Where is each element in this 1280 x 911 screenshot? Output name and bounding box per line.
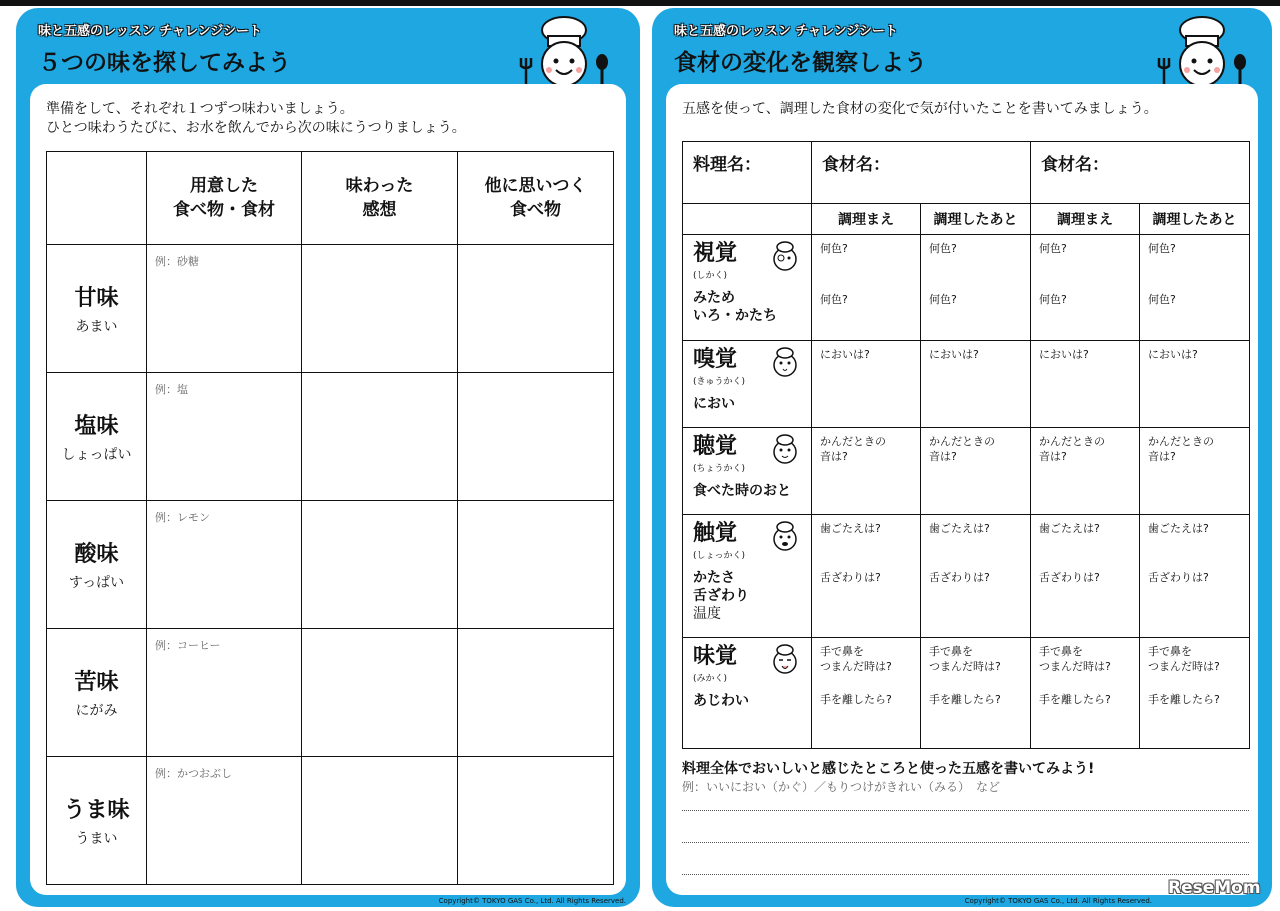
observation-cell[interactable]: 手で鼻を つまんだ時は? 手を離したら? (1140, 638, 1250, 749)
before-cooking-label: 調理まえ (812, 204, 921, 235)
chef-tongue-icon (769, 644, 801, 676)
impression-cell[interactable] (302, 373, 458, 501)
observation-cell[interactable]: 歯ごたえは? 舌ざわりは? (1140, 515, 1250, 638)
observation-cell[interactable]: かんだときの 音は? (1031, 428, 1140, 515)
observation-cell[interactable]: 手で鼻を つまんだ時は? 手を離したら? (812, 638, 921, 749)
header-blank (47, 152, 147, 245)
names-row (683, 142, 1250, 204)
copyright: Copyright© TOKYO GAS Co., Ltd. All Rights Reserved. (964, 897, 1152, 905)
chef-mascot-icon (516, 14, 612, 90)
subheader-row (683, 204, 1250, 235)
sense-sight: 視覚 (しかく) みため いろ・かたち (683, 235, 812, 341)
dish-name-cell[interactable]: 料理名： (683, 142, 812, 204)
observation-cell[interactable]: においは? (812, 341, 921, 428)
other-food-cell[interactable] (458, 629, 614, 757)
observation-cell[interactable]: 歯ごたえは? 舌ざわりは? (812, 515, 921, 638)
instruction-line: ひとつ味わうたびに、お水を飲んでから次の味にうつりましょう。 (46, 120, 466, 136)
observation-cell[interactable]: かんだときの 音は? (921, 428, 1031, 515)
header-other-foods: 他に思いつく 食べ物 (458, 152, 614, 245)
senses-table (682, 141, 1250, 749)
chef-ear-icon (769, 434, 801, 466)
header-prepared-food: 用意した 食べ物・食材 (147, 152, 302, 245)
chef-eye-icon (769, 241, 801, 273)
writing-line[interactable] (682, 842, 1249, 843)
instructions: 五感を使って、調理した食材の変化で気が付いたことを書いてみましょう。 (682, 101, 1158, 117)
page-title: ５つの味を探してみよう (38, 50, 291, 76)
observation-cell[interactable]: においは? (1031, 341, 1140, 428)
series-label: 味と五感のレッスン チャレンジシート (674, 24, 899, 39)
before-cooking-label: 調理まえ (1031, 204, 1140, 235)
ingredient-name-cell[interactable]: 食材名： (1031, 142, 1250, 204)
impression-cell[interactable] (302, 501, 458, 629)
observation-cell[interactable]: においは? (1140, 341, 1250, 428)
content-panel (666, 84, 1258, 895)
observation-cell[interactable]: 手で鼻を つまんだ時は? 手を離したら? (1031, 638, 1140, 749)
observation-cell[interactable]: 何色? 何色? (1031, 235, 1140, 341)
prepared-food-cell[interactable]: 例：砂糖 (147, 245, 302, 373)
table-row (683, 638, 1250, 749)
taste-label: 塩味 しょっぱい (47, 373, 147, 501)
summary-example: 例：いいにおい（かぐ）／もりつけがきれい（みる） など (682, 780, 1001, 794)
table-row (47, 501, 614, 629)
other-food-cell[interactable] (458, 757, 614, 885)
instructions (46, 100, 466, 138)
chef-nose-icon (769, 347, 801, 379)
sense-taste: 味覚 (みかく) あじわい (683, 638, 812, 749)
observation-cell[interactable]: 歯ごたえは? 舌ざわりは? (1031, 515, 1140, 638)
observation-cell[interactable]: 何色? 何色? (921, 235, 1031, 341)
after-cooking-label: 調理したあと (1140, 204, 1250, 235)
after-cooking-label: 調理したあと (921, 204, 1031, 235)
ingredient-name-cell[interactable]: 食材名： (812, 142, 1031, 204)
prepared-food-cell[interactable]: 例：かつおぶし (147, 757, 302, 885)
table-header-row (47, 152, 614, 245)
prepared-food-cell[interactable]: 例：塩 (147, 373, 302, 501)
tastes-table (46, 151, 614, 885)
worksheet-food-changes (652, 8, 1272, 907)
impression-cell[interactable] (302, 245, 458, 373)
writing-line[interactable] (682, 810, 1249, 811)
impression-cell[interactable] (302, 629, 458, 757)
table-row (47, 245, 614, 373)
table-row (683, 341, 1250, 428)
observation-cell[interactable]: においは? (921, 341, 1031, 428)
table-row (47, 629, 614, 757)
taste-label: 苦味 にがみ (47, 629, 147, 757)
content-panel (30, 84, 626, 895)
observation-cell[interactable]: 手で鼻を つまんだ時は? 手を離したら? (921, 638, 1031, 749)
series-label: 味と五感のレッスン チャレンジシート (38, 24, 263, 39)
observation-cell[interactable]: 何色? 何色? (1140, 235, 1250, 341)
other-food-cell[interactable] (458, 245, 614, 373)
table-row (683, 515, 1250, 638)
sense-hearing: 聴覚 (ちょうかく) 食べた時のおと (683, 428, 812, 515)
header-impressions: 味わった 感想 (302, 152, 458, 245)
table-row (683, 235, 1250, 341)
subheader-blank (683, 204, 812, 235)
chef-mouth-icon (769, 521, 801, 553)
taste-label: うま味 うまい (47, 757, 147, 885)
observation-cell[interactable]: かんだときの 音は? (812, 428, 921, 515)
taste-label: 甘味 あまい (47, 245, 147, 373)
table-row (47, 373, 614, 501)
page-title: 食材の変化を観察しよう (674, 50, 927, 76)
table-row (683, 428, 1250, 515)
other-food-cell[interactable] (458, 501, 614, 629)
chef-mascot-icon (1154, 14, 1250, 90)
observation-cell[interactable]: かんだときの 音は? (1140, 428, 1250, 515)
worksheet-five-tastes (16, 8, 640, 907)
resemom-watermark: ReseMom (1168, 878, 1261, 898)
taste-label: 酸味 すっぱい (47, 501, 147, 629)
writing-line[interactable] (682, 874, 1249, 875)
observation-cell[interactable]: 何色? 何色? (812, 235, 921, 341)
top-black-bar (0, 0, 1280, 6)
sense-smell: 嗅覚 (きゅうかく) におい (683, 341, 812, 428)
copyright: Copyright© TOKYO GAS Co., Ltd. All Rights Reserved. (438, 897, 626, 905)
prepared-food-cell[interactable]: 例：レモン (147, 501, 302, 629)
instruction-line: 準備をして、それぞれ１つずつ味わいましょう。 (46, 101, 354, 117)
impression-cell[interactable] (302, 757, 458, 885)
sense-touch: 触覚 (しょっかく) かたさ 舌ざわり 温度 (683, 515, 812, 638)
summary-heading: 料理全体でおいしいと感じたところと使った五感を書いてみよう! (682, 761, 1095, 777)
other-food-cell[interactable] (458, 373, 614, 501)
observation-cell[interactable]: 歯ごたえは? 舌ざわりは? (921, 515, 1031, 638)
prepared-food-cell[interactable]: 例：コーヒー (147, 629, 302, 757)
table-row (47, 757, 614, 885)
